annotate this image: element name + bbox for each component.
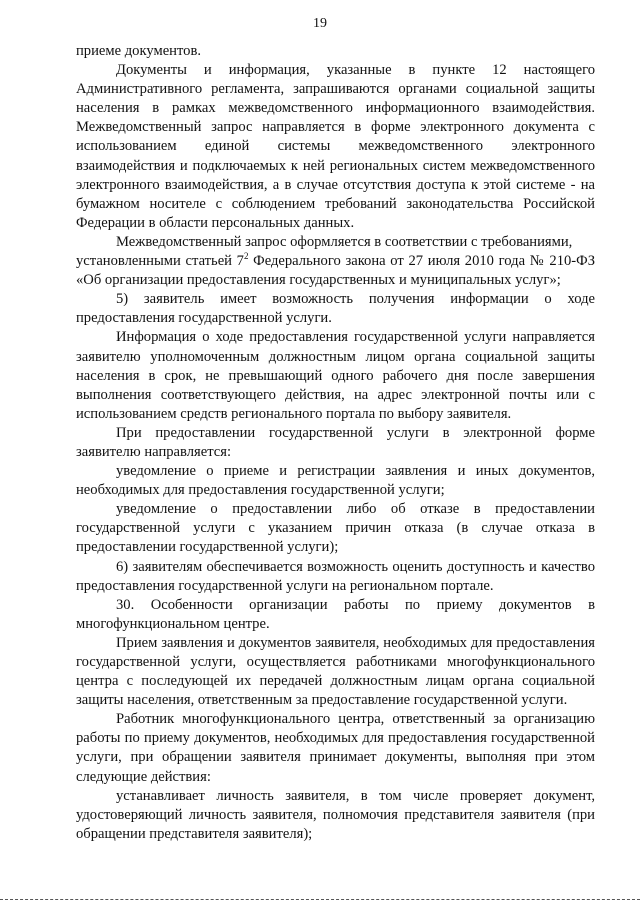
paragraph: Документы и информация, указанные в пункте 12 настоящего Административного регламента, запрашиваются органами социальной защиты населения в рамках межведомственного информационного взаимодействия. Межведомственный запрос направляется в форме электронного документа с использованием единой системы межведомственного электронного взаимодействия и подключаемых к ней региональных систем межведомственного электронного взаимодействия, а в случае отсутствия доступа к этой системе - на бумажном носителе с соблюдением требований законодательства Российской Федерации в области персональных данных. (76, 62, 595, 231)
page-bottom-edge (0, 899, 640, 900)
paragraph: Информация о ходе предоставления государственной услуги направляется заявителю уполномоченным должностным лицом органа социальной защиты населения в срок, не превышающий одного рабочего дня после завершения выполнения соответствующего действия, на адрес электронной почты или с использованием средств регионального портала по выбору заявителя. (76, 329, 595, 422)
paragraph: Работник многофункционального центра, ответственный за организацию работы по приему документов, необходимых для предоставления государственной услуги, при обращении заявителя принимает документы, выполняя при этом следующие действия: (76, 711, 595, 785)
law-reference-text: установленными статьей 7 (76, 253, 244, 270)
paragraph: приеме документов. (76, 43, 202, 59)
section-heading-30: 30. Особенности организации работы по приему документов в многофункциональном центре. (76, 596, 595, 632)
paragraph: При предоставлении государственной услуги в электронной форме заявителю направляется: (76, 424, 595, 460)
paragraph: 6) заявителям обеспечивается возможность оценить доступность и качество предоставления государственной услуги на региональном портале. (76, 558, 595, 594)
paragraph: Межведомственный запрос оформляется в соответствии с требованиями, (116, 233, 573, 250)
paragraph: Прием заявления и документов заявителя, необходимых для предоставления государственной услуги, осуществляется работниками многофункционального центра с последующей их передачей должностным лицам органа социальной защиты населения, ответственным за предоставление государственной услуги. (76, 634, 595, 709)
paragraph: уведомление о предоставлении либо об отказе в предоставлении государственной услуги с указанием причин отказа (в случае отказа в предоставлении государственной услуги); (76, 501, 595, 556)
page-number: 19 (313, 16, 327, 31)
federal-law-reference (76, 252, 595, 290)
paragraph: устанавливает личность заявителя, в том числе проверяет документ, удостоверяющий личность заявителя, полномочия представителя заявителя (при обращении представителя заявителя); (76, 787, 595, 842)
paragraph: уведомление о приеме и регистрации заявления и иных документов, необходимых для предоставления государственной услуги; (76, 463, 595, 499)
law-reference-text-rest: Федерального закона от 27 июля 2010 года № 210-ФЗ «Об организации предоставления государственных и муниципальных услуг»; (76, 253, 596, 289)
paragraph: 5) заявитель имеет возможность получения информации о ходе предоставления государственной услуги. (76, 291, 595, 327)
article-superscript: 2 (243, 251, 249, 262)
document-body (76, 42, 595, 844)
